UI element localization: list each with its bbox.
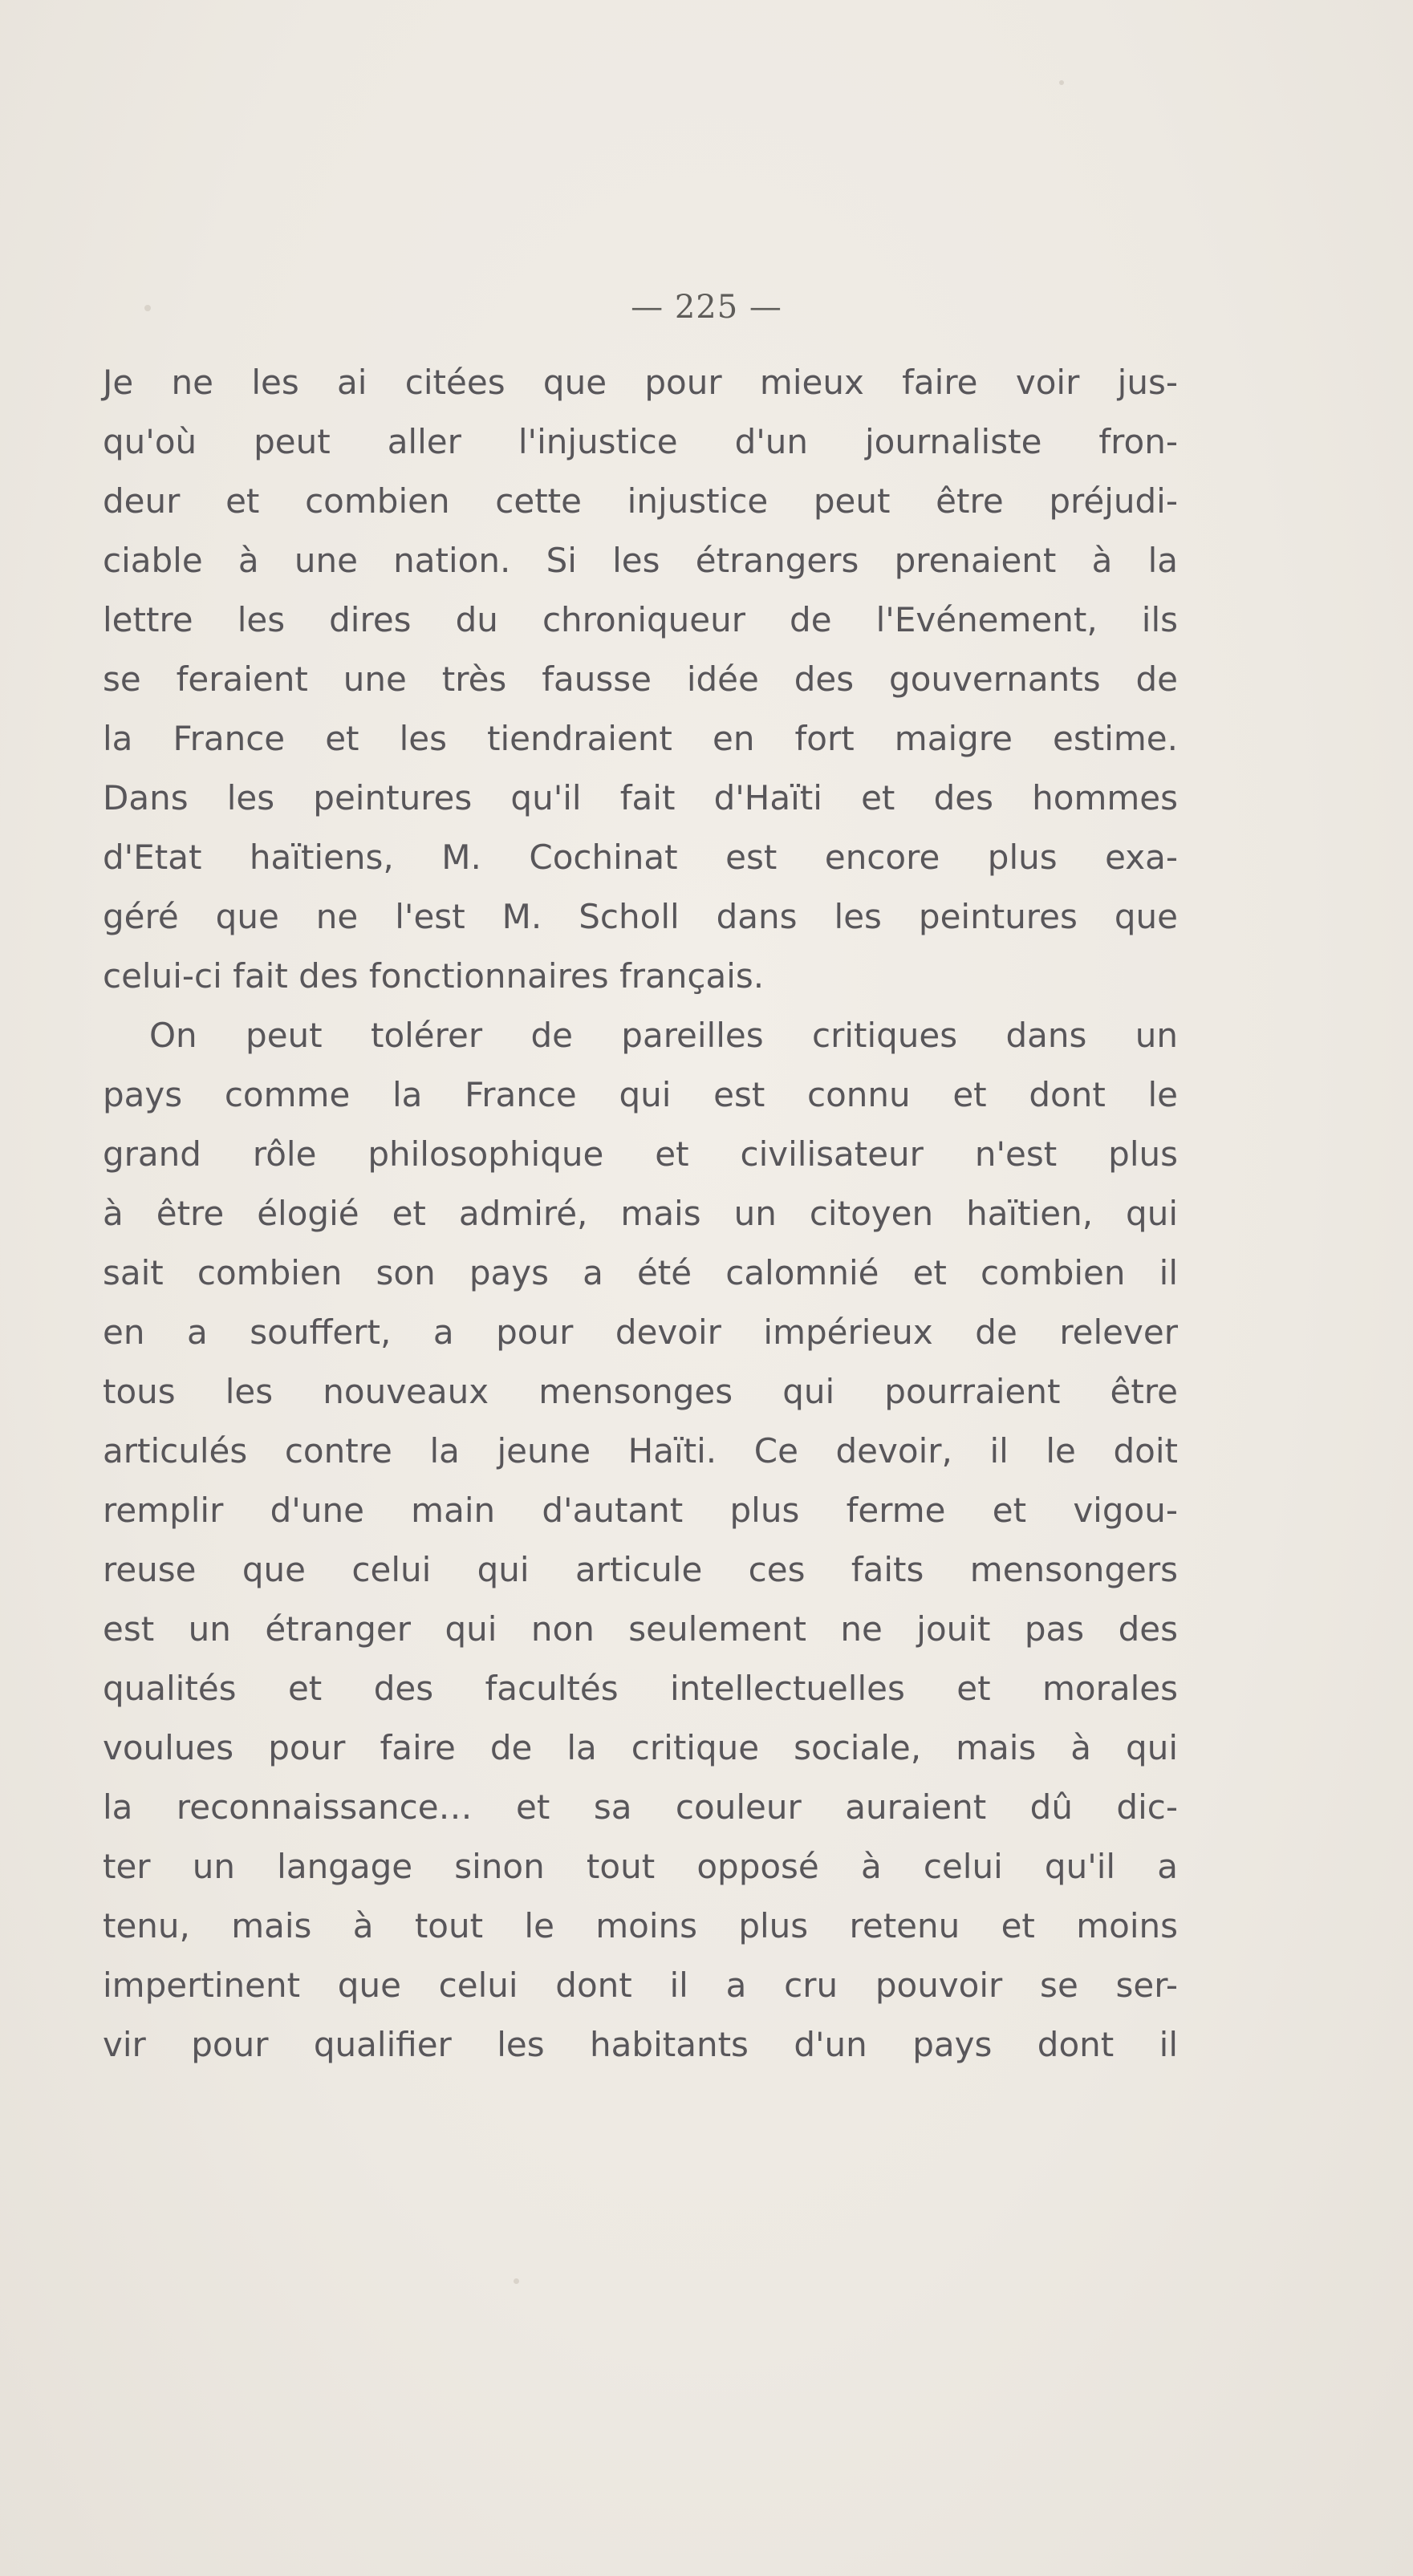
text-line: grand rôle philosophique et civilisateur n'est plus bbox=[103, 1134, 1178, 1174]
text-line: voulues pour faire de la critique sociale, mais à qui bbox=[103, 1728, 1178, 1767]
text-line: géré que ne l'est M. Scholl dans les peintures que bbox=[103, 897, 1178, 936]
text-line: articulés contre la jeune Haïti. Ce devoir, il le doit bbox=[103, 1431, 1178, 1471]
paper-speck bbox=[1059, 80, 1064, 85]
text-line: deur et combien cette injustice peut être préjudi- bbox=[103, 481, 1178, 521]
text-line: impertinent que celui dont il a cru pouvoir se ser- bbox=[103, 1965, 1178, 2005]
paper-speck bbox=[514, 2278, 519, 2284]
text-line: On peut tolérer de pareilles critiques dans un bbox=[149, 1016, 1178, 1055]
text-line: ter un langage sinon tout opposé à celui qu'il a bbox=[103, 1847, 1178, 1886]
text-line: lettre les dires du chroniqueur de l'Evénement, ils bbox=[103, 600, 1178, 639]
text-line: pays comme la France qui est connu et dont le bbox=[103, 1075, 1178, 1114]
text-line: est un étranger qui non seulement ne jouit pas des bbox=[103, 1609, 1178, 1649]
text-line: reuse que celui qui articule ces faits mensongers bbox=[103, 1550, 1178, 1589]
text-line: remplir d'une main d'autant plus ferme et vigou- bbox=[103, 1491, 1178, 1530]
page-number: — 225 — bbox=[631, 289, 782, 326]
text-line: tous les nouveaux mensonges qui pourraient être bbox=[103, 1372, 1178, 1411]
text-line: à être élogié et admiré, mais un citoyen haïtien, qui bbox=[103, 1194, 1178, 1233]
text-line: vir pour qualifier les habitants d'un pays dont il bbox=[103, 2025, 1178, 2064]
text-line: la reconnaissance… et sa couleur auraient dû dic- bbox=[103, 1787, 1178, 1827]
text-line: en a souffert, a pour devoir impérieux de relever bbox=[103, 1312, 1178, 1352]
body-text bbox=[103, 353, 1178, 2075]
text-line: qualités et des facultés intellectuelles et morales bbox=[103, 1669, 1178, 1708]
text-line: Je ne les ai citées que pour mieux faire voir jus- bbox=[103, 363, 1178, 402]
text-line: se feraient une très fausse idée des gouvernants de bbox=[103, 659, 1178, 699]
text-line: d'Etat haïtiens, M. Cochinat est encore plus exa- bbox=[103, 838, 1178, 877]
text-line: ciable à une nation. Si les étrangers prenaient à la bbox=[103, 541, 1178, 580]
text-line: Dans les peintures qu'il fait d'Haïti et des hommes bbox=[103, 778, 1178, 817]
text-line: la France et les tiendraient en fort maigre estime. bbox=[103, 719, 1178, 758]
text-line: celui-ci fait des fonctionnaires français. bbox=[103, 956, 765, 996]
text-line: qu'où peut aller l'injustice d'un journaliste fron- bbox=[103, 422, 1178, 461]
text-line: sait combien son pays a été calomnié et combien il bbox=[103, 1253, 1178, 1292]
text-line: tenu, mais à tout le moins plus retenu et moins bbox=[103, 1906, 1178, 1945]
